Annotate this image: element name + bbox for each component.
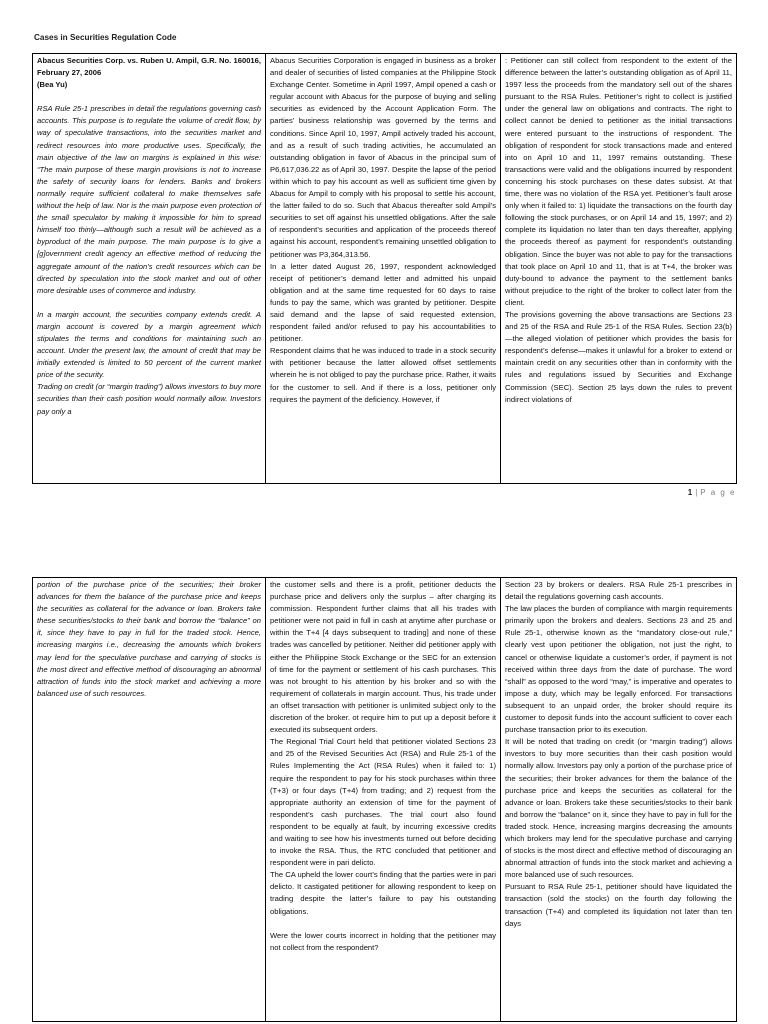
paragraph: portion of the purchase price of the securities; their broker advances for them the balance of the purchase price and keeps the securities as collateral for the advance or loan. Brokers take these securities/stocks to their bank and borrow the “balance” on it, since they have to pay in full for the traded stock. Hence, increasing margins i.e., decreasing the amounts which brokers may lend for the speculative purchase and carrying of stocks is the most direct and effective method of discouraging an abnormal attraction of funds into the stock market and achieving a more balanced use of such resources. bbox=[37, 580, 261, 698]
paragraph: : Petitioner can still collect from respondent to the extent of the difference between the latter’s outstanding obligation as of April 11, 1997 less the proceeds from the mandatory sell out of the shares pursuant to the RSA Rules. Petitioner’s right to collect is justified under the general law on obligations and contracts. The right to collect cannot be denied to petitioner as the initial transactions were entered pursuant to the instructions of respondent. The obligation of respondent for stock transactions made and entered into on April 10 and 11, 1997 remains outstanding. These transactions were valid and the obligations incurred by respondent concerning his stock purchases on these dates subsist. At that time, there was no violation of the RSA yet. Petitioner’s fault arose only when it failed to: 1) liquidate the transactions on the fourth day following the stock purchases, or on April 14 and 15, 1997; and 2) complete its liquidation no later than ten days thereafter, applying the proceeds thereof as payment for respondent’s outstanding obligation. Since the buyer was not able to pay for the transactions that took place on April 10 and 11, that is at T+4, the broker was duty-bound to advance the payment to the settlement banks without prejudice to the right of the broker to collect later from the client. bbox=[505, 56, 732, 307]
issue-question: Were the lower courts incorrect in holding that the petitioner may not collect from the respondent? bbox=[270, 930, 496, 952]
page-number: 1 bbox=[687, 488, 693, 497]
page-separator: | bbox=[695, 488, 698, 497]
paragraph: In a margin account, the securities company extends credit. A margin account is covered by a margin agreement which stipulates the terms and conditions for maintaining such an account. Under the present law, the amount of credit that may be initially extended is limited to 50 percent of the current market price of the security. bbox=[37, 309, 261, 380]
ponente: (Bea Yu) bbox=[37, 80, 68, 90]
column-3 bbox=[501, 54, 737, 484]
column-1 bbox=[33, 54, 266, 484]
paragraph: The provisions governing the above transactions are Sections 23 and 25 of the RSA and Rule 25-1 of the RSA Rules. Section 23(b) —the alleged violation of petitioner which provides the basis for respondent’s defense—makes it unlawful for a broker to extend or maintain credit on any securities other than in conformity with the rules and regulations issued by Securities and Exchange Commission (SEC). Section 25 lays down the rules to prevent indirect violations of bbox=[505, 309, 732, 404]
paragraph: Abacus Securities Corporation is engaged in business as a broker and dealer of securities of listed companies at the Philippine Stock Exchange Center. Sometime in April 1997, Ampil opened a cash or regular account with Abacus for the purpose of buying and selling securities as evidenced by the Account Application Form. The parties’ business relationship was governed by the terms and conditions. Since April 10, 1997, Ampil actively traded his account, and as a result of such trading activities, he accumulated an outstanding obligation in favor of Abacus in the principal sum of P6,617,036.22 as of April 30, 1997. Despite the lapse of the period within which to pay his account as well as sufficient time given by Abacus for Ampil to comply with his proposal to settle his account, the latter failed to do so. Such that Abacus thereafter sold Ampil’s securities to set off against his unsettled obligations. After the sale of respondent’s securities and application of the proceeds thereof against his account, respondent’s remaining unsettled obligation to petitioner was P3,364,313.56. bbox=[270, 56, 496, 259]
case-table-page-2 bbox=[32, 577, 737, 1022]
paragraph: Section 23 by brokers or dealers. RSA Rule 25-1 prescribes in detail the regulations governing cash accounts. bbox=[505, 580, 732, 602]
page-2 bbox=[0, 520, 768, 1024]
paragraph: In a letter dated August 26, 1997, respondent acknowledged receipt of petitioner’s demand letter and admitted his unpaid obligation and at the same time requested for 60 days to raise funds to pay the same, which was granted by petitioner. Despite said demand and the lapse of said requested extension, respondent failed and/or refused to pay his accountabilities to petitioner. bbox=[270, 261, 496, 344]
paragraph: the customer sells and there is a profit, petitioner deducts the purchase price and delivers only the surplus – after charging its commission. Respondent further claims that all his trades with petitioner were not paid in full in cash at anytime after purchase or within the T+4 [4 days subsequent to trading] and none of these trades was cancelled by petitioner. Neither did petitioner apply with either the Philippine Stock Exchange or the SEC for an extension of time for the payment or settlement of his cash purchases. This was not brought to his attention by his broker and so with the requirement of collaterals in margin account. Thus, his trade under an offset transaction with petitioner is unlimited subject only to the discretion of the broker. ot require him to put up a deposit before it executed its subsequent orders. bbox=[270, 580, 496, 735]
page-number-footer bbox=[688, 488, 736, 497]
case-table-page-1 bbox=[32, 53, 737, 484]
column-2 bbox=[266, 578, 501, 1022]
paragraph: The law places the burden of compliance with margin requirements primarily upon the brokers and dealers. Sections 23 and 25 and Rule 25-1, otherwise known as the “mandatory close-out rule,” clearly vest upon petitioner the obligation, not just the right, to cancel or otherwise liquidate a customer’s order, if payment is not received within three days from the date of purchase. The word “shall” as opposed to the word “may,” is imperative and operates to impose a duty, which may be legally enforced. For transactions subsequent to an unpaid order, the broker should require its customer to deposit funds into the account sufficient to cover each purchase transaction prior to its execution. bbox=[505, 604, 732, 735]
case-title: Abacus Securities Corp. vs. Ruben U. Ampil, G.R. No. 160016, February 27, 2006 bbox=[37, 56, 261, 78]
paragraph: Respondent claims that he was induced to trade in a stock security with petitioner because the latter allowed offset settlements wherein he is not obliged to pay the purchase price. Rather, it waits for the customer to sell. And if there is a loss, petitioner only requires the payment of the deficiency. However, if bbox=[270, 346, 496, 404]
paragraph: The CA upheld the lower court’s finding that the parties were in pari delicto. It castigated petitioner for allowing respondent to keep on trading despite the latter’s failure to pay his outstanding obligations. bbox=[270, 870, 496, 916]
paragraph: The Regional Trial Court held that petitioner violated Sections 23 and 25 of the Revised Securities Act (RSA) and Rule 25-1 of the Rules Implementing the Act (RSA Rules) when it failed to: 1) require the respondent to pay for his stock purchases within three (T+3) or four days (T+4) from trading; and 2) request from the appropriate authority an extension of time for the payment of respondent’s cash purchases. The trial court also found respondent to be equally at fault, by incurring excessive credits and waiting to see how his investments turned out before deciding to invoke the RSA. Thus, the RTC concluded that petitioner and respondent were in pari delicto. bbox=[270, 737, 496, 868]
column-1 bbox=[33, 578, 266, 1022]
column-3 bbox=[501, 578, 737, 1022]
document-header-title: Cases in Securities Regulation Code bbox=[34, 33, 177, 42]
page-label: P a g e bbox=[700, 488, 736, 497]
paragraph: RSA Rule 25-1 prescribes in detail the regulations governing cash accounts. This purpose is to regulate the volume of credit flow, by way of speculative transactions, into the securities market and redirect resources into more productive uses. Specifically, the main objective of the law on margins is explained in this wise: “The main purpose of these margin provisions is not to increase the safety of security loans for lenders. Banks and brokers normally require sufficient collateral to make themselves safe without the help of law. Nor is the main purpose even protection of the small speculator by making it impossible for him to spread himself too thinly—although such a result will be achieved as a byproduct of the main purpose. The main purpose is to give a [g]overnment credit agency an effective method of reducing the aggregate amount of the nation’s credit resources which can be directed by speculation into the stock market and out of other more desirable uses of commerce and industry. bbox=[37, 104, 261, 295]
column-2 bbox=[266, 54, 501, 484]
paragraph: It will be noted that trading on credit (or “margin trading”) allows investors to buy more securities than their cash position would normally allow. Investors pay only a portion of the purchase price of the securities; their broker advances for them the balance of the purchase price and keeps the securities as collateral for the advance or loan. Brokers take these securities/stocks to their bank and borrow the “balance” on it, since they have to pay in full for the traded stock. Hence, increasing margins decreasing the amounts which brokers may lend for the speculative purchase and carrying of stocks is the most direct and effective method of discouraging an abnormal attraction of funds into the stock market and achieving a more balanced use of such resources. bbox=[505, 737, 732, 880]
paragraph: Pursuant to RSA Rule 25-1, petitioner should have liquidated the transaction (sold the stocks) on the fourth day following the transaction (T+4) and completed its liquidation not later than ten days bbox=[505, 882, 732, 928]
paragraph: Trading on credit (or “margin trading”) allows investors to buy more securities than their cash position would normally allow. Investors pay only a bbox=[37, 382, 261, 416]
